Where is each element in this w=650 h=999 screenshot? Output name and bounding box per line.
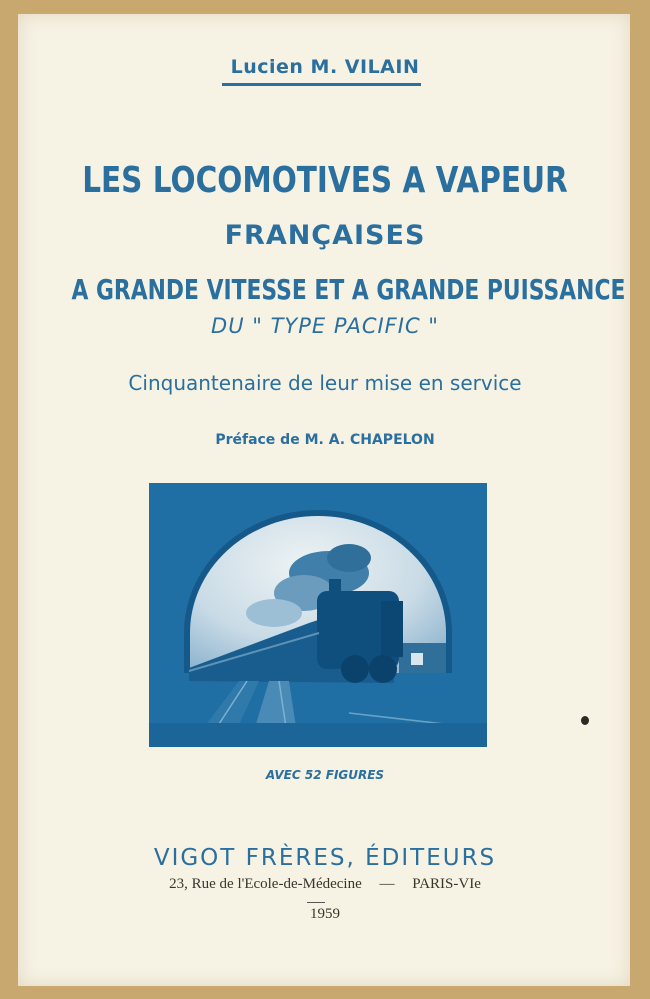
title-line-4: DU " TYPE PACIFIC " (211, 314, 439, 338)
address-street: 23, Rue de l'Ecole-de-Médecine (169, 876, 362, 892)
author-underline (222, 83, 421, 86)
title-line-3: A GRANDE VITESSE ET A GRANDE PUISSANCE (71, 273, 626, 306)
publisher-address (0, 876, 650, 893)
publication-year: 1959 (310, 906, 340, 922)
figures-note: AVEC 52 FIGURES (265, 768, 385, 782)
title-line-2: FRANÇAISES (224, 220, 426, 251)
address-separator: — (379, 876, 395, 892)
locomotive-photo (149, 483, 487, 747)
subtitle: Cinquantenaire de leur mise en service (128, 371, 522, 395)
address-city: PARIS-VIe (412, 876, 481, 892)
publisher-name: VIGOT FRÈRES, ÉDITEURS (153, 845, 497, 871)
year-rule (307, 902, 325, 903)
title-line-1: LES LOCOMOTIVES A VAPEUR (82, 160, 568, 201)
author-name: Lucien M. VILAIN (230, 56, 420, 78)
tunnel-locomotive-illustration (149, 483, 487, 747)
ink-spot (581, 716, 589, 725)
preface-credit: Préface de M. A. CHAPELON (215, 432, 435, 448)
